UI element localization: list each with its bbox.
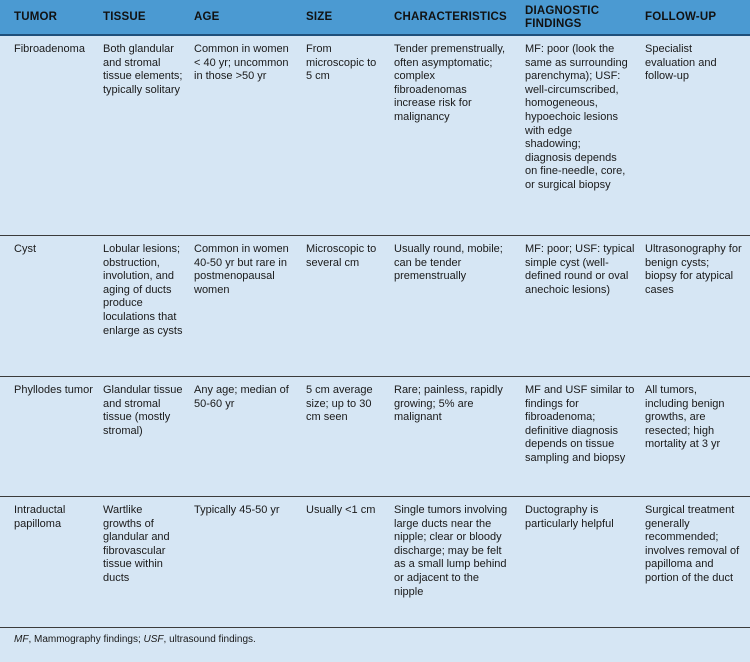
cell-tumor: Intraductal papilloma bbox=[14, 504, 66, 530]
header-characteristics: CHARACTERISTICS bbox=[394, 11, 507, 24]
cell-follow-up: All tumors, including benign growths, are resected; high mortality at 3 yr bbox=[645, 384, 725, 451]
header-size: SIZE bbox=[306, 11, 333, 24]
cell-tumor: Fibroadenoma bbox=[14, 43, 85, 55]
footnote-mf-abbr: MF bbox=[14, 634, 29, 645]
cell-tumor: Phyllodes tumor bbox=[14, 384, 93, 396]
header-tissue: TISSUE bbox=[103, 11, 146, 24]
cell-findings: Ductography is particularly helpful bbox=[525, 504, 614, 530]
cell-characteristics: Tender premenstrually, often asymptomatic; complex fibroadenomas increase risk for malignancy bbox=[394, 43, 506, 123]
table-row bbox=[0, 236, 750, 377]
table-row bbox=[0, 36, 750, 236]
cell-tissue: Lobular lesions; obstruction, involution, and aging of ducts produce loculations that enlarge as cysts bbox=[103, 243, 183, 337]
cell-size: 5 cm average size; up to 30 cm seen bbox=[306, 384, 373, 424]
table-footnote bbox=[14, 633, 256, 646]
cell-age: Common in women 40-50 yr but rare in postmenopausal women bbox=[194, 243, 289, 296]
footnote-usf-abbr: USF bbox=[143, 634, 164, 645]
footnote-usf-text: , ultrasound findings. bbox=[163, 634, 256, 645]
cell-age: Typically 45-50 yr bbox=[194, 504, 280, 516]
cell-characteristics: Single tumors involving large ducts near the nipple; clear or bloody discharge; may be felt as a small lump behind or adjacent to the nipple bbox=[394, 504, 508, 598]
cell-follow-up: Specialist evaluation and follow-up bbox=[645, 43, 717, 83]
cell-size: From microscopic to 5 cm bbox=[306, 43, 377, 83]
table-row bbox=[0, 497, 750, 627]
cell-age: Common in women < 40 yr; uncommon in those >50 yr bbox=[194, 43, 289, 83]
header-diagnostic-findings: DIAGNOSTIC FINDINGS bbox=[525, 4, 600, 30]
cell-characteristics: Rare; painless, rapidly growing; 5% are malignant bbox=[394, 384, 503, 424]
header-age: AGE bbox=[194, 11, 220, 24]
cell-follow-up: Ultrasonography for benign cysts; biopsy for atypical cases bbox=[645, 243, 742, 296]
table-row bbox=[0, 377, 750, 497]
cell-characteristics: Usually round, mobile; can be tender premenstrually bbox=[394, 243, 503, 283]
table-header bbox=[0, 0, 750, 36]
cell-tissue: Both glandular and stromal tissue elements; typically solitary bbox=[103, 43, 183, 96]
header-follow-up: FOLLOW-UP bbox=[645, 11, 717, 24]
cell-tissue: Glandular tissue and stromal tissue (mostly stromal) bbox=[103, 384, 183, 437]
cell-size: Usually <1 cm bbox=[306, 504, 376, 516]
cell-tumor: Cyst bbox=[14, 243, 36, 255]
cell-findings: MF: poor; USF: typical simple cyst (well-defined round or oval anechoic lesions) bbox=[525, 243, 635, 296]
footnote-mf-text: , Mammography findings; bbox=[28, 634, 144, 645]
cell-size: Microscopic to several cm bbox=[306, 243, 377, 269]
header-tumor: TUMOR bbox=[14, 11, 58, 24]
table-bottom-rule bbox=[0, 627, 750, 628]
cell-follow-up: Surgical treatment generally recommended; involves removal of papilloma and portion of the duct bbox=[645, 504, 740, 584]
cell-age: Any age; median of 50-60 yr bbox=[194, 384, 289, 410]
cell-findings: MF: poor (look the same as surrounding parenchyma); USF: well-circumscribed, homogeneous, hypoechoic lesions with edge shadowing; diagnosis depends on fine-needle, core, or surgical biopsy bbox=[525, 43, 628, 191]
cell-findings: MF and USF similar to findings for fibroadenoma; definitive diagnosis depends on tissue sampling and biopsy bbox=[525, 384, 635, 464]
cell-tissue: Wartlike growths of glandular and fibrovascular tissue within ducts bbox=[103, 504, 170, 584]
